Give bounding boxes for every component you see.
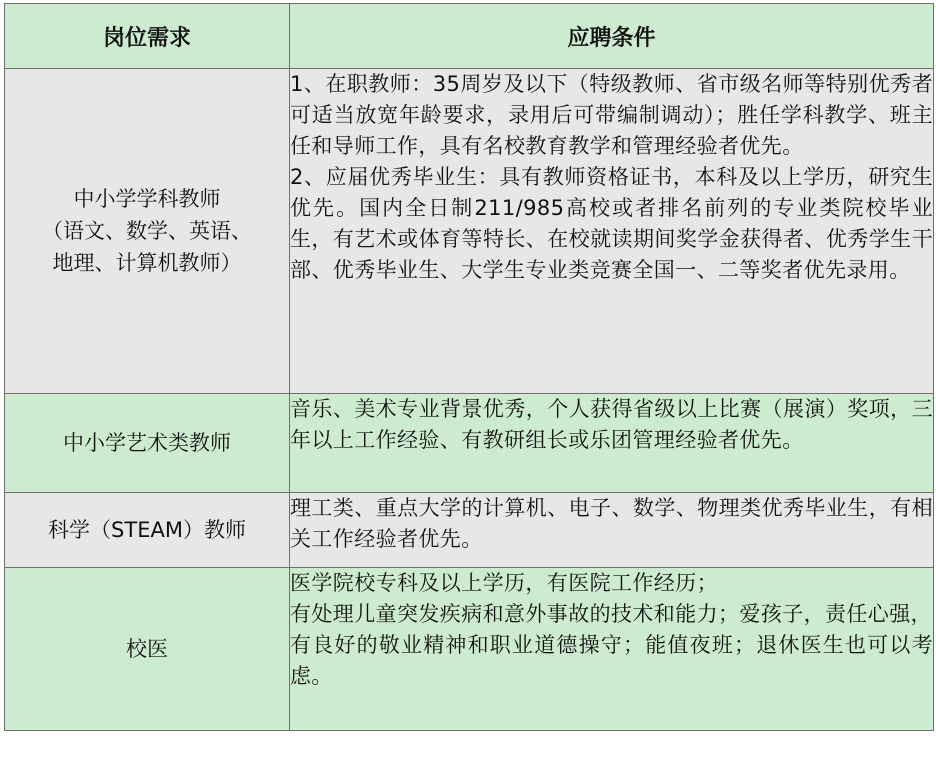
- requirements-cell-subject-teacher: [290, 69, 934, 394]
- table-row: [5, 394, 934, 493]
- requirement-paragraph: 有处理儿童突发疾病和意外事故的技术和能力；爱孩子，责任心强，: [290, 602, 932, 626]
- position-cell-steam-teacher: [5, 493, 290, 568]
- position-line: 地理、计算机教师）: [52, 251, 242, 275]
- requirement-paragraph: 医学院校专科及以上学历，有医院工作经历；: [290, 571, 718, 595]
- requirements-cell-steam-teacher: [290, 493, 934, 568]
- header-position: 岗位需求: [5, 4, 290, 69]
- header-requirements: 应聘条件: [290, 4, 934, 69]
- requirement-paragraph: 理工类、重点大学的计算机、电子、数学、物理类优秀毕业生，有相关工作经验者优先。: [290, 496, 933, 551]
- requirement-paragraph: 1、在职教师：35周岁及以下（特级教师、省市级名师等特别优秀者可适当放宽年龄要求，录用后可带编制调动）；胜任学科教学、班主任和导师工作，具有名校教育教学和管理经验者优先。: [290, 72, 933, 158]
- requirements-cell-art-teacher: [290, 394, 934, 493]
- requirement-paragraph: 有良好的敬业精神和职业道德操守；能值夜班；退休医生也可以考虑。: [290, 633, 933, 688]
- requirements-cell-school-doctor: [290, 568, 934, 731]
- table-row: [5, 493, 934, 568]
- position-line: 科学（STEAM）教师: [48, 518, 246, 542]
- position-line: （语文、数学、英语、: [42, 219, 252, 243]
- table-row: [5, 69, 934, 394]
- position-line: 中小学艺术类教师: [63, 431, 231, 455]
- position-cell-school-doctor: [5, 568, 290, 731]
- position-line: 中小学学科教师: [73, 187, 221, 211]
- table-row: [5, 568, 934, 731]
- requirement-paragraph: 2、应届优秀毕业生：具有教师资格证书，本科及以上学历，研究生优先。国内全日制211/985高校或者排名前列的专业类院校毕业生，有艺术或体育等特长、在校就读期间奖学金获得者、优秀学生干部、优秀毕业生、大学生专业类竞赛全国一、二等奖者优先录用。: [290, 165, 933, 282]
- position-cell-art-teacher: [5, 394, 290, 493]
- recruitment-table: [4, 3, 934, 731]
- position-cell-subject-teacher: [5, 69, 290, 394]
- position-line: 校医: [126, 637, 168, 661]
- header-row: [5, 4, 934, 69]
- requirement-paragraph: 音乐、美术专业背景优秀，个人获得省级以上比赛（展演）奖项，三年以上工作经验、有教研组长或乐团管理经验者优先。: [290, 397, 933, 452]
